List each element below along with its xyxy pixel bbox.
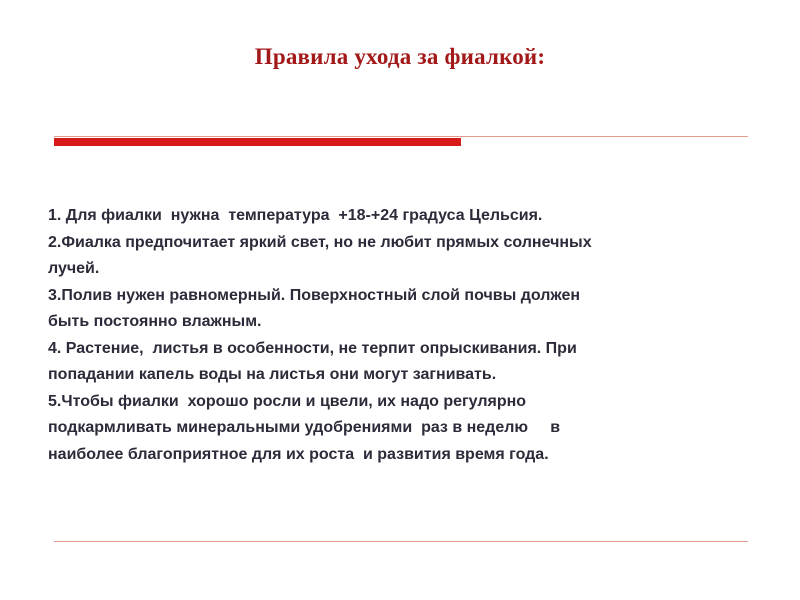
slide-title: Правила ухода за фиалкой:: [254, 44, 546, 69]
rule-line-5: быть постоянно влажным.: [48, 313, 262, 330]
rule-line-3: лучей.: [48, 260, 100, 277]
rule-line-4: 3.Полив нужен равномерный. Поверхностный слой почвы должен: [48, 286, 581, 304]
rule-line-2: 2.Фиалка предпочитает яркий свет, но не любит прямых солнечных: [48, 233, 592, 251]
rule-line-1: 1. Для фиалки нужна температура +18-+24 градуса Цельсия.: [48, 207, 543, 224]
top-thin-divider: [54, 136, 748, 137]
care-rules-text: [48, 203, 768, 468]
rule-line-6: 4. Растение, листья в особенности, не терпит опрыскивания. При: [48, 339, 577, 357]
rule-line-9: подкармливать минеральными удобрениями раз в неделю в: [48, 419, 561, 436]
rule-line-8: 5.Чтобы фиалки хорошо росли и цвели, их надо регулярно: [48, 392, 527, 410]
rule-line-7: попадании капель воды на листья они могут загнивать.: [48, 366, 497, 383]
bottom-thin-divider: [54, 541, 748, 542]
accent-bar: [54, 138, 461, 146]
rule-line-10: наиболее благоприятное для их роста и развития время года.: [48, 445, 549, 463]
